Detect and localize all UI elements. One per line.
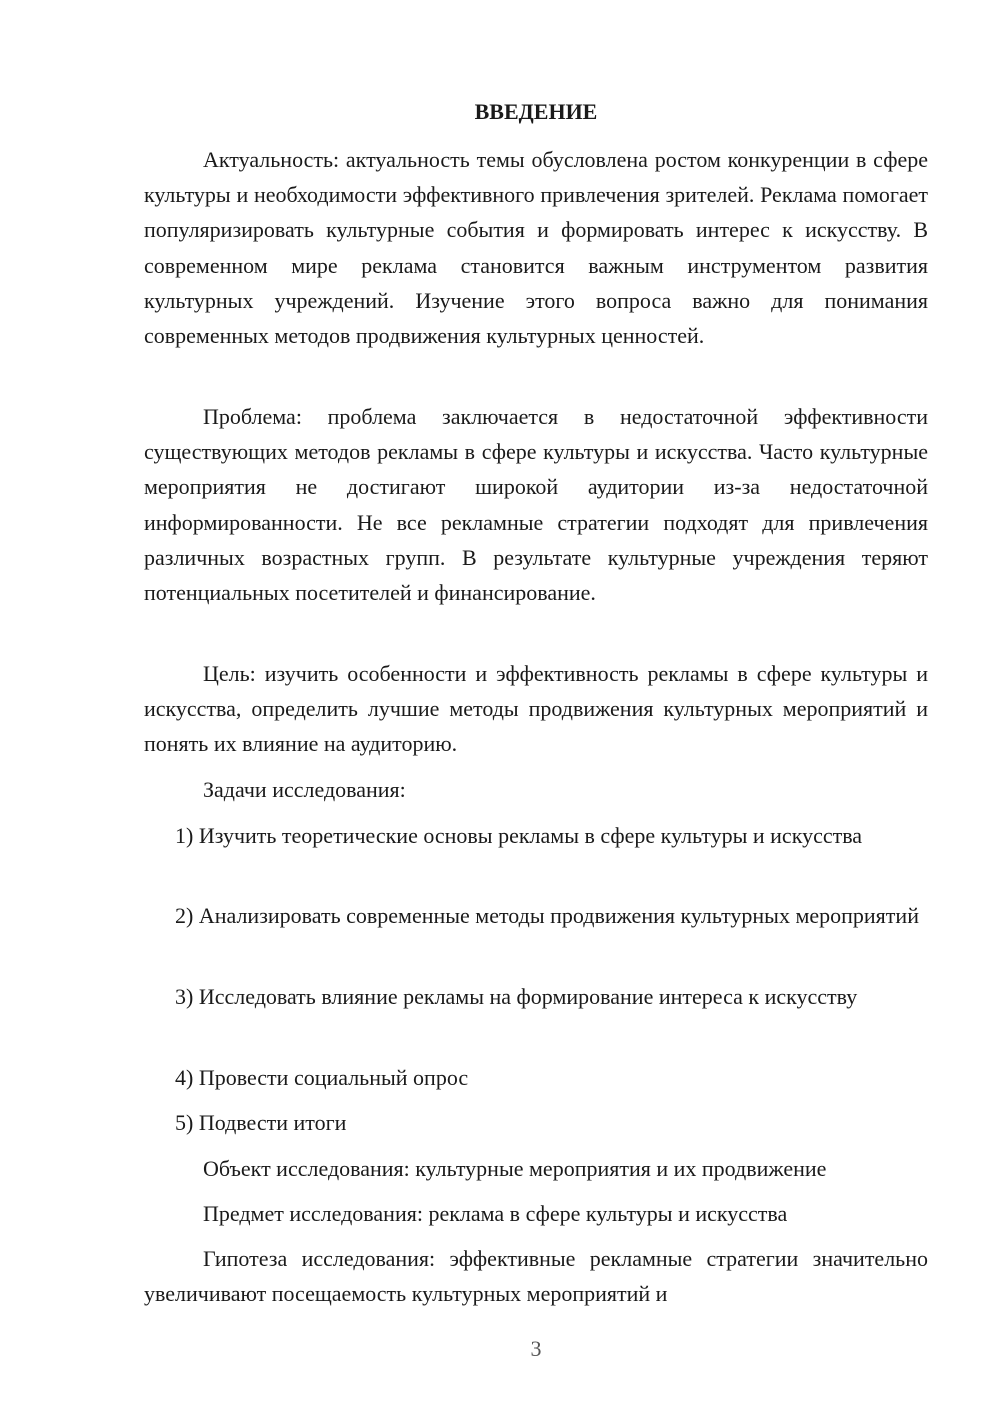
paragraph-goal: Цель: изучить особенности и эффективность рекламы в сфере культуры и искусства, определить лучшие методы продвижения культурных мероприятий и понять их влияние на аудиторию. — [144, 661, 928, 757]
paragraph-object: Объект исследования: культурные мероприятия и их продвижение — [203, 1156, 827, 1181]
task-item-4: 4) Провести социальный опрос — [175, 1065, 469, 1090]
tasks-heading: Задачи исследования: — [203, 777, 406, 802]
task-item-2: 2) Анализировать современные методы продвижения культурных мероприятий — [175, 903, 919, 928]
section-title: ВВЕДЕНИЕ — [474, 99, 598, 124]
paragraph-hypothesis: Гипотеза исследования: эффективные рекламные стратегии значительно увеличивают посещаемость культурных мероприятий и — [144, 1246, 928, 1307]
task-item-1: 1) Изучить теоретические основы рекламы в сфере культуры и искусства — [175, 823, 863, 848]
paragraph-problem: Проблема: проблема заключается в недостаточной эффективности существующих методов рекламы в сфере культуры и искусства. Часто культурные мероприятия не достигают широкой аудитории из-за недостаточной информированности. Не все рекламные стратегии подходят для привлечения различных возрастных групп. В результате культурные учреждения теряют потенциальных посетителей и финансирование. — [144, 404, 928, 606]
task-item-5: 5) Подвести итоги — [175, 1110, 347, 1135]
paragraph-subject: Предмет исследования: реклама в сфере культуры и искусства — [203, 1201, 788, 1226]
task-item-3: 3) Исследовать влияние рекламы на формирование интереса к искусству — [175, 984, 858, 1009]
paragraph-relevance: Актуальность: актуальность темы обусловлена ростом конкуренции в сфере культуры и необходимости эффективного привлечения зрителей. Реклама помогает популяризировать культурные события и формировать интерес к искусству. В современном мире реклама становится важным инструментом развития культурных учреждений. Изучение этого вопроса важно для понимания современных методов продвижения культурных ценностей. — [144, 147, 928, 349]
page-number: 3 — [530, 1336, 542, 1361]
